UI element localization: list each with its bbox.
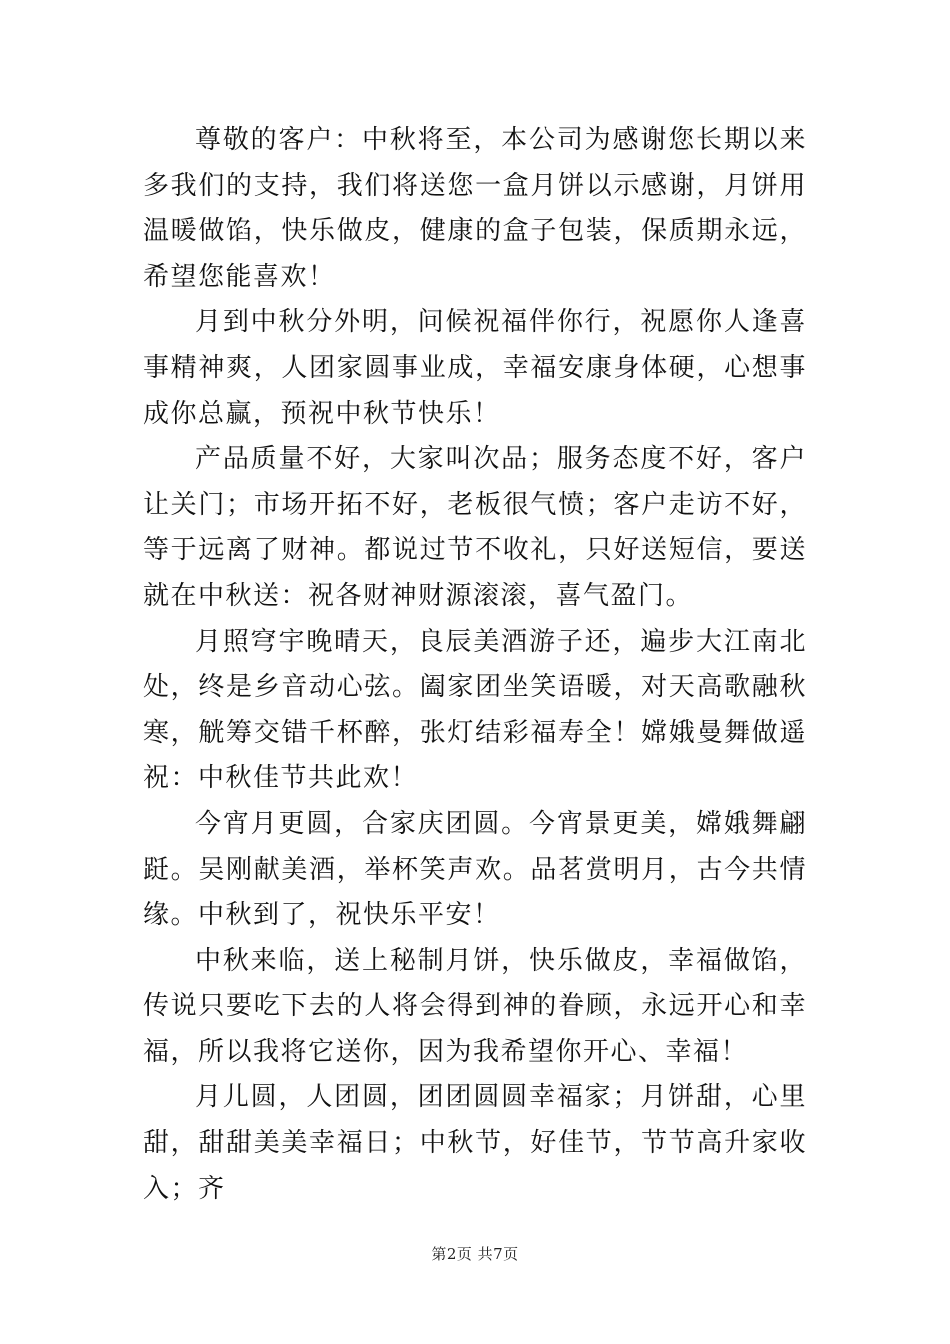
paragraph-1: 尊敬的客户：中秋将至，本公司为感谢您长期以来多我们的支持，我们将送您一盒月饼以示感谢，月饼用温暖做馅，快乐做皮，健康的盒子包装，保质期永远，希望您能喜欢！	[143, 125, 807, 292]
document-body	[143, 118, 807, 1212]
page-number-footer: 第2页 共7页	[431, 1245, 519, 1263]
paragraph-2: 月到中秋分外明，问候祝福伴你行，祝愿你人逢喜事精神爽，人团家圆事业成，幸福安康身体硬，心想事成你总赢，预祝中秋节快乐！	[143, 307, 807, 429]
paragraph-5: 今宵月更圆，合家庆团圆。今宵景更美，嫦娥舞翩跹。吴刚献美酒，举杯笑声欢。品茗赏明月，古今共情缘。中秋到了，祝快乐平安！	[143, 808, 807, 931]
paragraph-7: 月儿圆，人团圆，团团圆圆幸福家；月饼甜，心里甜，甜甜美美幸福日；中秋节，好佳节，节节高升家收入；齐	[143, 1082, 807, 1204]
paragraph-4: 月照穹宇晚晴天，良辰美酒游子还，遍步大江南北处，终是乡音动心弦。阖家团坐笑语暖，对天高歌融秋寒，觥筹交错千杯醉，张灯结彩福寿全！嫦娥曼舞做遥祝：中秋佳节共此欢！	[143, 626, 807, 794]
paragraph-6: 中秋来临，送上秘制月饼，快乐做皮，幸福做馅，传说只要吃下去的人将会得到神的眷顾，永远开心和幸福，所以我将它送你，因为我希望你开心、幸福！	[143, 945, 807, 1067]
paragraph-3: 产品质量不好，大家叫次品；服务态度不好，客户让关门；市场开拓不好，老板很气愤；客户走访不好，等于远离了财神。都说过节不收礼，只好送短信，要送就在中秋送：祝各财神财源滚滚，喜气盈门。	[143, 444, 807, 611]
